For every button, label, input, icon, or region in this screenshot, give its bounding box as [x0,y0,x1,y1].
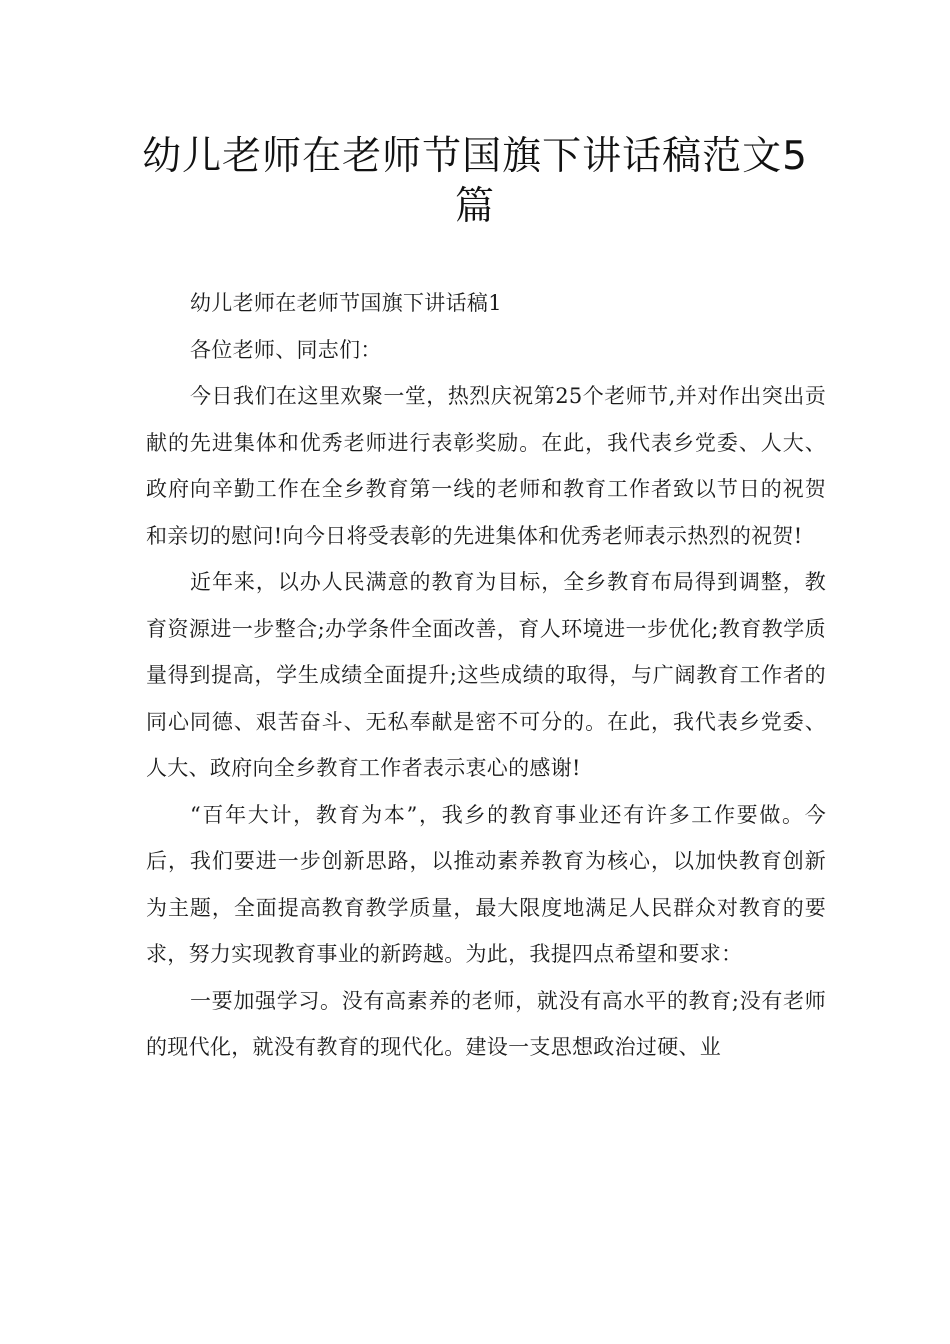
section-heading: 幼儿老师在老师节国旗下讲话稿1 [190,291,502,315]
body-paragraph: “百年大计，教育为本”，我乡的教育事业还有许多工作要做。今后，我们要进一步创新思路，以推动素养教育为核心，以加快教育创新为主题，全面提高教育教学质量，最大限度地满足人民群众对教育的要求，努力实现教育事业的新跨越。为此，我提四点希望和要求： [146,802,826,966]
document-body [146,280,826,1071]
body-paragraph: 今日我们在这里欢聚一堂，热烈庆祝第25个老师节,并对作出突出贡献的先进集体和优秀老师进行表彰奖励。在此，我代表乡党委、人大、政府向辛勤工作在全乡教育第一线的老师和教育工作者致以节日的祝贺和亲切的慰问!向今日将受表彰的先进集体和优秀老师表示热烈的祝贺! [146,384,826,548]
document-title: 幼儿老师在老师节国旗下讲话稿范文5篇 [142,134,808,229]
salutation: 各位老师、同志们： [190,337,382,362]
body-paragraph: 近年来，以办人民满意的教育为目标，全乡教育布局得到调整，教育资源进一步整合;办学条件全面改善，育人环境进一步优化;教育教学质量得到提高，学生成绩全面提升;这些成绩的取得，与广阔教育工作者的同心同德、艰苦奋斗、无私奉献是密不可分的。在此，我代表乡党委、人大、政府向全乡教育工作者表示衷心的感谢! [146,570,826,780]
body-paragraph: 一要加强学习。没有高素养的老师，就没有高水平的教育;没有老师的现代化，就没有教育的现代化。建设一支思想政治过硬、业 [146,988,826,1059]
